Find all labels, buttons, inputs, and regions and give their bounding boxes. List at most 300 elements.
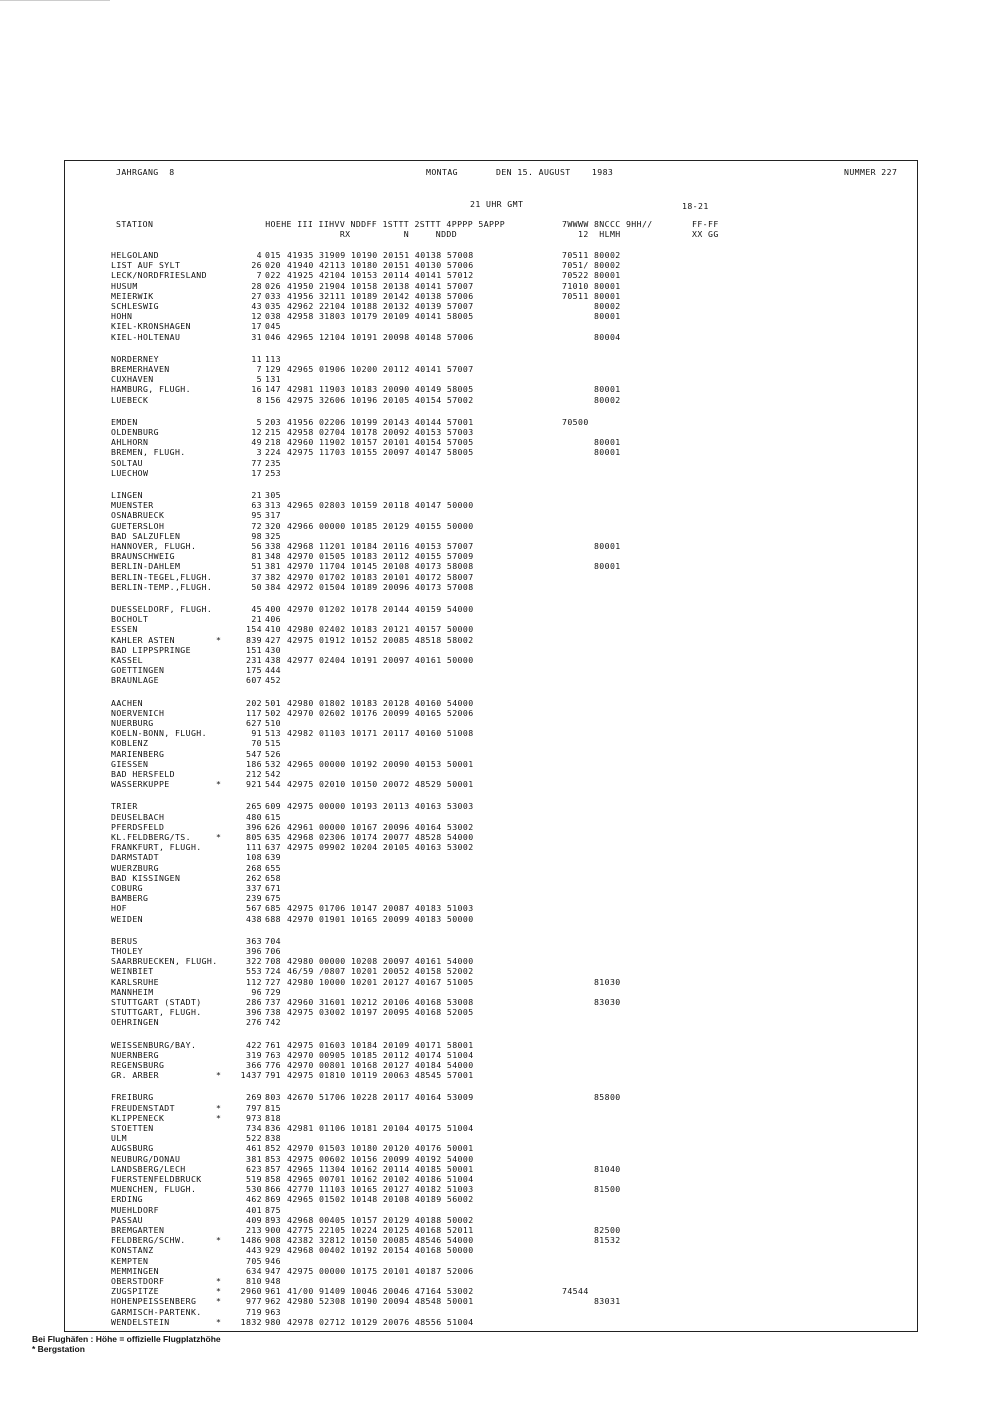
station-height: 77	[251, 457, 262, 468]
station-index: 866	[265, 1184, 281, 1195]
station-index: 962	[265, 1296, 281, 1307]
station-name: LUECHOW	[111, 467, 149, 478]
observation-groups: 42670 51706 10228 20117 40164 53009	[287, 1092, 474, 1103]
station-index: 035	[265, 301, 281, 311]
station-height: 17	[251, 321, 262, 332]
station-name: HANNOVER, FLUGH.	[111, 541, 197, 551]
station-name: OLDENBURG	[111, 427, 159, 437]
extra-groups: 83030	[562, 997, 621, 1007]
mountain-station-marker: *	[216, 634, 222, 645]
station-name: BRAUNSCHWEIG	[111, 551, 175, 562]
station-name: WENDELSTEIN	[111, 1316, 170, 1327]
issue-number: NUMMER 227	[844, 167, 898, 177]
observation-groups: 42970 01702 10183 20101 40172 58007	[287, 571, 474, 582]
extra-groups: 80001	[562, 447, 621, 458]
mountain-station-marker: *	[216, 1070, 222, 1081]
observation-groups: 42975 03002 10197 20095 40168 52005	[287, 1007, 474, 1018]
station-index: 218	[265, 437, 281, 448]
observation-groups: 42770 11103 10165 20127 40182 51003	[287, 1184, 474, 1195]
observation-groups: 42965 01906 10200 20112 40141 57007	[287, 364, 474, 374]
station-index: 929	[265, 1245, 281, 1256]
station-name: BAD SALZUFLEN	[111, 530, 181, 541]
station-index: 317	[265, 510, 281, 521]
observation-groups: 42958 31803 10179 20109 40141 58005	[287, 311, 474, 322]
station-height: 438	[246, 913, 262, 924]
observation-groups: 42975 00000 10193 20113 40163 53003	[287, 801, 474, 812]
station-height: 186	[246, 758, 262, 769]
station-name: GOETTINGEN	[111, 665, 165, 676]
station-index: 818	[265, 1112, 281, 1123]
station-height: 363	[246, 935, 262, 946]
station-name: KASSEL	[111, 655, 143, 665]
station-index: 305	[265, 490, 281, 500]
observation-groups: 42960 31601 10212 20106 40168 53008	[287, 997, 474, 1007]
station-index: 803	[265, 1092, 281, 1103]
date-label: DEN 15. AUGUST 1983	[496, 167, 614, 177]
station-name: LECK/NORDFRIESLAND	[111, 270, 207, 281]
station-index: 438	[265, 655, 281, 665]
station-index: 015	[265, 250, 281, 260]
observation-groups: 42980 10000 10201 20127 40167 51005	[287, 976, 474, 987]
station-height: 530	[246, 1184, 262, 1195]
station-index: 635	[265, 832, 281, 842]
station-height: 381	[246, 1153, 262, 1164]
extra-groups: 81040	[562, 1163, 621, 1174]
observation-groups: 42968 02306 10174 20077 48528 54000	[287, 832, 474, 842]
extra-groups: 81532	[562, 1235, 621, 1246]
observation-groups: 42975 00602 10156 20099 40192 54000	[287, 1153, 474, 1164]
station-height: 16	[251, 384, 262, 395]
station-index: 046	[265, 331, 281, 342]
station-name: BREMGARTEN	[111, 1225, 165, 1235]
station-height: 7	[256, 270, 262, 281]
station-name: ULM	[111, 1133, 127, 1144]
observation-groups: 42968 00405 10157 20129 40188 50002	[287, 1214, 474, 1225]
station-height: 175	[246, 665, 262, 676]
station-height: 108	[246, 852, 262, 863]
mountain-station-marker: *	[216, 779, 222, 790]
extra-groups: 81030	[562, 976, 621, 987]
station-height: 8	[256, 394, 262, 405]
station-height: 396	[246, 1007, 262, 1018]
station-index: 637	[265, 842, 281, 853]
station-index: 776	[265, 1060, 281, 1070]
station-name: BREMEN, FLUGH.	[111, 447, 186, 458]
station-index: 382	[265, 571, 281, 582]
extra-groups: 80002	[562, 301, 621, 311]
station-index: 737	[265, 997, 281, 1007]
station-index: 348	[265, 551, 281, 562]
station-name: KOELN-BONN, FLUGH.	[111, 728, 207, 739]
station-name: KOBLENZ	[111, 738, 149, 749]
station-index: 639	[265, 852, 281, 863]
observation-groups: 42965 12104 10191 20098 40148 57006	[287, 331, 474, 342]
observation-groups: 42975 02010 10150 20072 48529 50001	[287, 779, 474, 790]
station-index: 685	[265, 903, 281, 914]
observation-groups: 41950 21904 10158 20138 40141 57007	[287, 280, 474, 291]
footnote-airports: Bei Flughäfen : Höhe = offizielle Flugplatzhöhe	[32, 1334, 221, 1344]
station-index: 526	[265, 748, 281, 759]
station-index: 033	[265, 290, 281, 301]
station-height: 366	[246, 1060, 262, 1070]
station-index: 738	[265, 1007, 281, 1018]
station-name: FREIBURG	[111, 1092, 154, 1103]
station-name: STUTTGART (STADT)	[111, 997, 202, 1007]
station-name: HELGOLAND	[111, 250, 159, 260]
station-name: WUERZBURG	[111, 862, 159, 873]
extra-groups: 80004	[562, 331, 621, 342]
station-height: 547	[246, 748, 262, 759]
station-index: 203	[265, 416, 281, 427]
station-index: 893	[265, 1214, 281, 1225]
station-name: NORDERNEY	[111, 353, 159, 364]
station-name: FRANKFURT, FLUGH.	[111, 842, 202, 853]
station-index: 626	[265, 821, 281, 832]
station-height: 396	[246, 821, 262, 832]
station-height: 839	[246, 634, 262, 645]
station-height: 70	[251, 738, 262, 749]
station-name: GIESSEN	[111, 758, 149, 769]
observation-groups: 42970 11704 10145 20108 40173 58008	[287, 561, 474, 572]
observation-groups: 42975 01810 10119 20063 48545 57001	[287, 1070, 474, 1081]
observation-groups: 42966 00000 10185 20129 40155 50000	[287, 520, 474, 531]
station-height: 5	[256, 374, 262, 385]
station-index: 763	[265, 1049, 281, 1060]
station-height: 1832	[240, 1316, 262, 1327]
observation-groups: 42382 32812 10150 20085 48546 54000	[287, 1235, 474, 1246]
station-index: 815	[265, 1102, 281, 1113]
observation-groups: 41956 02206 10199 20143 40144 57001	[287, 416, 474, 427]
station-height: 21	[251, 490, 262, 500]
station-name: DARMSTADT	[111, 852, 159, 863]
scan-edge-line	[0, 0, 110, 1]
station-index: 609	[265, 801, 281, 812]
station-height: 977	[246, 1296, 262, 1307]
station-index: 729	[265, 986, 281, 997]
station-height: 734	[246, 1123, 262, 1133]
station-height: 1437	[240, 1070, 262, 1081]
station-height: 213	[246, 1225, 262, 1235]
station-name: MEMMINGEN	[111, 1265, 159, 1276]
footnote-mountain-station: * Bergstation	[32, 1344, 85, 1354]
station-height: 5	[256, 416, 262, 427]
observation-groups: 42965 02803 10159 20118 40147 50000	[287, 500, 474, 511]
station-index: 502	[265, 707, 281, 718]
station-index: 501	[265, 697, 281, 708]
station-height: 28	[251, 280, 262, 291]
station-index: 513	[265, 728, 281, 739]
station-name: STOETTEN	[111, 1123, 154, 1133]
observation-groups: 41935 31909 10190 20151 40138 57008	[287, 250, 474, 260]
station-height: 154	[246, 624, 262, 635]
station-height: 111	[246, 842, 262, 853]
station-name: HAMBURG, FLUGH.	[111, 384, 191, 395]
station-index: 948	[265, 1276, 281, 1286]
station-height: 268	[246, 862, 262, 873]
column-header-extra1: 7WWWW 8NCCC 9HH//	[562, 219, 653, 229]
extra-groups: 7051/ 80002	[562, 260, 621, 271]
station-height: 117	[246, 707, 262, 718]
station-index: 742	[265, 1017, 281, 1028]
station-height: 553	[246, 966, 262, 977]
station-height: 607	[246, 675, 262, 686]
station-index: 430	[265, 644, 281, 655]
extra-groups: 80001	[562, 437, 621, 448]
observation-groups: 42975 01912 10152 20085 48518 58002	[287, 634, 474, 645]
station-height: 81	[251, 551, 262, 562]
station-height: 1486	[240, 1235, 262, 1246]
station-index: 658	[265, 872, 281, 883]
station-index: 532	[265, 758, 281, 769]
station-name: GUETERSLOH	[111, 520, 165, 531]
station-height: 921	[246, 779, 262, 790]
station-height: 11	[251, 353, 262, 364]
station-name: ESSEN	[111, 624, 138, 635]
station-index: 946	[265, 1255, 281, 1266]
extra-groups: 80001	[562, 541, 621, 551]
station-name: LANDSBERG/LECH	[111, 1163, 186, 1174]
station-height: 239	[246, 893, 262, 904]
station-index: 544	[265, 779, 281, 790]
station-name: WEISSENBURG/BAY.	[111, 1039, 197, 1050]
mountain-station-marker: *	[216, 1112, 222, 1123]
station-name: ZUGSPITZE	[111, 1286, 159, 1297]
station-name: KONSTANZ	[111, 1245, 154, 1256]
column-header-far2: XX GG	[692, 229, 719, 239]
station-name: BERLIN-DAHLEM	[111, 561, 181, 572]
station-index: 325	[265, 530, 281, 541]
station-index: 510	[265, 718, 281, 728]
observation-groups: 42962 22104 10188 20132 40139 57007	[287, 301, 474, 311]
station-name: BREMERHAVEN	[111, 364, 170, 374]
station-name: KL.FELDBERG/TS.	[111, 832, 191, 842]
station-name: WASSERKUPPE	[111, 779, 170, 790]
station-index: 963	[265, 1306, 281, 1317]
extra-groups: 71010 80001	[562, 280, 621, 291]
station-height: 286	[246, 997, 262, 1007]
station-name: FELDBERG/SCHW.	[111, 1235, 186, 1246]
station-index: 235	[265, 457, 281, 468]
observation-groups: 42981 01106 10181 20104 40175 51004	[287, 1123, 474, 1133]
station-name: HUSUM	[111, 280, 138, 291]
station-name: SAARBRUECKEN, FLUGH.	[111, 956, 218, 967]
observation-groups: 42980 01802 10183 20128 40160 54000	[287, 697, 474, 708]
extra-groups: 85800	[562, 1092, 621, 1103]
extra-groups: 80001	[562, 561, 621, 572]
observation-groups: 41925 42104 10153 20114 40141 57012	[287, 270, 474, 281]
column-header-extra2: 12 HLMH	[562, 229, 621, 239]
observation-groups: 42980 52308 10190 20094 48548 50001	[287, 1296, 474, 1307]
station-name: FUERSTENFELDBRUCK	[111, 1174, 202, 1184]
station-height: 567	[246, 903, 262, 914]
extra-groups: 83031	[562, 1296, 621, 1307]
station-height: 462	[246, 1194, 262, 1205]
station-height: 262	[246, 872, 262, 883]
station-height: 337	[246, 883, 262, 893]
station-index: 869	[265, 1194, 281, 1205]
mountain-station-marker: *	[216, 1296, 222, 1307]
station-height: 3	[256, 447, 262, 458]
station-name: LUEBECK	[111, 394, 149, 405]
station-height: 12	[251, 427, 262, 437]
station-index: 704	[265, 935, 281, 946]
station-height: 112	[246, 976, 262, 987]
station-height: 63	[251, 500, 262, 511]
station-index: 947	[265, 1265, 281, 1276]
observation-groups: 41940 42113 10180 20151 40130 57006	[287, 260, 474, 271]
observation-groups: 42965 11304 10162 20114 40185 50001	[287, 1163, 474, 1174]
column-header-line1: STATION HOEHE III IIHVV NDDFF 1STTT 2STTT 4PPPP 5APPP	[116, 219, 506, 229]
station-name: KARLSRUHE	[111, 976, 159, 987]
station-index: 655	[265, 862, 281, 873]
station-height: 202	[246, 697, 262, 708]
station-height: 627	[246, 718, 262, 728]
station-index: 908	[265, 1235, 281, 1246]
station-height: 45	[251, 604, 262, 614]
station-height: 634	[246, 1265, 262, 1276]
observation-groups: 42970 01505 10183 20112 40155 57009	[287, 551, 474, 562]
station-name: ERDING	[111, 1194, 143, 1205]
station-index: 688	[265, 913, 281, 924]
station-height: 17	[251, 467, 262, 478]
observation-groups: 42980 02402 10183 20121 40157 50000	[287, 624, 474, 635]
station-height: 322	[246, 956, 262, 967]
station-height: 51	[251, 561, 262, 572]
station-height: 443	[246, 1245, 262, 1256]
station-name: OSNABRUECK	[111, 510, 165, 521]
station-index: 858	[265, 1174, 281, 1184]
station-height: 96	[251, 986, 262, 997]
station-name: DUESSELDORF, FLUGH.	[111, 604, 213, 614]
station-name: BOCHOLT	[111, 614, 149, 625]
station-height: 98	[251, 530, 262, 541]
station-name: NOERVENICH	[111, 707, 165, 718]
station-name: KIEL-KRONSHAGEN	[111, 321, 191, 332]
station-index: 853	[265, 1153, 281, 1164]
station-name: HOF	[111, 903, 127, 914]
column-header-line2: RX N NDDD	[116, 229, 458, 239]
station-name: REGENSBURG	[111, 1060, 165, 1070]
mountain-station-marker: *	[216, 832, 222, 842]
report-frame	[64, 160, 918, 1332]
station-height: 810	[246, 1276, 262, 1286]
station-index: 156	[265, 394, 281, 405]
station-index: 961	[265, 1286, 281, 1297]
station-index: 129	[265, 364, 281, 374]
observation-groups: 42970 02602 10176 20099 40165 52006	[287, 707, 474, 718]
observation-groups: 42965 00000 10192 20090 40153 50001	[287, 758, 474, 769]
observation-groups: 41956 32111 10189 20142 40138 57006	[287, 290, 474, 301]
station-name: NUERNBERG	[111, 1049, 159, 1060]
station-index: 026	[265, 280, 281, 291]
station-height: 91	[251, 728, 262, 739]
station-name: KLIPPENECK	[111, 1112, 165, 1123]
station-name: MUENSTER	[111, 500, 154, 511]
station-height: 95	[251, 510, 262, 521]
observation-groups: 42975 32606 10196 20105 40154 57002	[287, 394, 474, 405]
station-name: BERLIN-TEMP.,FLUGH.	[111, 581, 213, 592]
station-height: 56	[251, 541, 262, 551]
observation-groups: 41/00 91409 10046 20046 47164 53002	[287, 1286, 474, 1297]
station-index: 852	[265, 1143, 281, 1154]
station-index: 515	[265, 738, 281, 749]
station-height: 276	[246, 1017, 262, 1028]
extra-groups: 81500	[562, 1184, 621, 1195]
column-header-far1: FF-FF	[692, 219, 719, 229]
mountain-station-marker: *	[216, 1235, 222, 1246]
station-name: KEMPTEN	[111, 1255, 149, 1266]
station-name: GR. ARBER	[111, 1070, 159, 1081]
extra-groups: 70500	[562, 416, 589, 427]
station-name: MARIENBERG	[111, 748, 165, 759]
observation-groups: 42975 01706 10147 20087 40183 51003	[287, 903, 474, 914]
station-height: 26	[251, 260, 262, 271]
station-name: KIEL-HOLTENAU	[111, 331, 181, 342]
station-height: 269	[246, 1092, 262, 1103]
station-index: 875	[265, 1204, 281, 1215]
station-index: 900	[265, 1225, 281, 1235]
observation-groups: 46/59 /0807 10201 20052 40158 52002	[287, 966, 474, 977]
station-height: 50	[251, 581, 262, 592]
extra-groups: 82500	[562, 1225, 621, 1235]
station-index: 444	[265, 665, 281, 676]
extra-groups: 80001	[562, 311, 621, 322]
station-name: SCHLESWIG	[111, 301, 159, 311]
station-name: MEIERWIK	[111, 290, 154, 301]
station-name: OBERSTDORF	[111, 1276, 165, 1286]
observation-groups: 42960 11902 10157 20101 40154 57005	[287, 437, 474, 448]
observation-groups: 42970 01503 10180 20120 40176 50001	[287, 1143, 474, 1154]
station-name: STUTTGART, FLUGH.	[111, 1007, 202, 1018]
station-index: 727	[265, 976, 281, 987]
observation-groups: 42970 01202 10178 20144 40159 54000	[287, 604, 474, 614]
station-height: 705	[246, 1255, 262, 1266]
station-name: AHLHORN	[111, 437, 149, 448]
station-index: 320	[265, 520, 281, 531]
extra-groups: 70522 80001	[562, 270, 621, 281]
station-height: 37	[251, 571, 262, 582]
station-height: 21	[251, 614, 262, 625]
station-name: AUGSBURG	[111, 1143, 154, 1154]
station-name: DEUSELBACH	[111, 811, 165, 822]
station-height: 519	[246, 1174, 262, 1184]
station-index: 147	[265, 384, 281, 395]
station-index: 857	[265, 1163, 281, 1174]
station-height: 31	[251, 331, 262, 342]
jahrgang-label: JAHRGANG 8	[116, 167, 175, 177]
mountain-station-marker: *	[216, 1316, 222, 1327]
day-label: MONTAG	[426, 167, 458, 177]
station-index: 020	[265, 260, 281, 271]
observation-groups: 42775 22105 10224 20125 40168 52011	[287, 1225, 474, 1235]
station-height: 49	[251, 437, 262, 448]
station-height: 43	[251, 301, 262, 311]
observation-groups: 42975 00000 10175 20101 40187 52006	[287, 1265, 474, 1276]
station-height: 265	[246, 801, 262, 812]
station-height: 623	[246, 1163, 262, 1174]
station-height: 401	[246, 1204, 262, 1215]
station-height: 522	[246, 1133, 262, 1144]
station-height: 72	[251, 520, 262, 531]
observation-groups: 42970 00905 10185 20112 40174 51004	[287, 1049, 474, 1060]
observation-groups: 42968 00402 10192 20154 40168 50000	[287, 1245, 474, 1256]
station-name: MUENCHEN, FLUGH.	[111, 1184, 197, 1195]
station-index: 836	[265, 1123, 281, 1133]
station-index: 400	[265, 604, 281, 614]
station-index: 313	[265, 500, 281, 511]
station-index: 038	[265, 311, 281, 322]
observation-groups: 42972 01504 10189 20096 40173 57008	[287, 581, 474, 592]
